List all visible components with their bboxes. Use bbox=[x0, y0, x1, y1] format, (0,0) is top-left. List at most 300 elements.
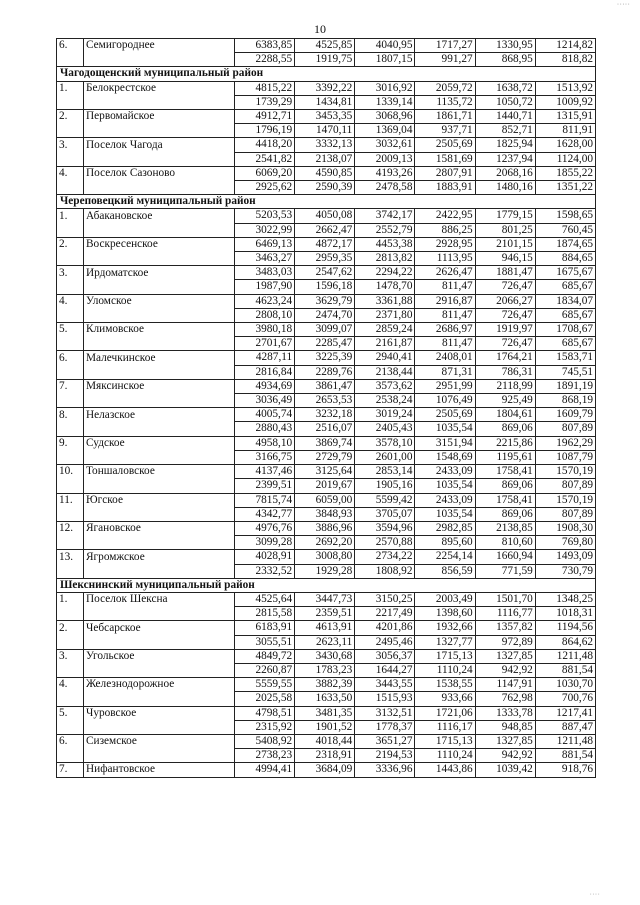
value-cell: 726,47 bbox=[475, 280, 535, 294]
settlement-name-empty bbox=[84, 635, 235, 649]
value-cell: 1211,48 bbox=[535, 649, 595, 663]
value-cell: 886,25 bbox=[415, 223, 475, 237]
settlement-name: Уломское bbox=[84, 294, 235, 308]
row-number: 8. bbox=[57, 408, 84, 422]
value-cell: 1717,27 bbox=[415, 39, 475, 53]
value-cell: 5559,55 bbox=[235, 678, 295, 692]
row-number: 4. bbox=[57, 166, 84, 180]
table-row bbox=[57, 95, 596, 109]
table-row bbox=[57, 39, 596, 53]
table-row bbox=[57, 266, 596, 280]
value-cell: 811,47 bbox=[415, 308, 475, 322]
value-cell: 2433,09 bbox=[415, 493, 475, 507]
value-cell: 2068,16 bbox=[475, 166, 535, 180]
settlement-name-empty bbox=[84, 223, 235, 237]
row-number-empty bbox=[57, 152, 84, 166]
value-cell: 1237,94 bbox=[475, 152, 535, 166]
value-cell: 1348,25 bbox=[535, 592, 595, 606]
value-cell: 4050,08 bbox=[295, 209, 355, 223]
value-cell: 2541,82 bbox=[235, 152, 295, 166]
value-cell: 5203,53 bbox=[235, 209, 295, 223]
value-cell: 1855,22 bbox=[535, 166, 595, 180]
value-cell: 1018,31 bbox=[535, 607, 595, 621]
value-cell: 3056,37 bbox=[355, 649, 415, 663]
value-cell: 3629,79 bbox=[295, 294, 355, 308]
value-cell: 1715,13 bbox=[415, 649, 475, 663]
value-cell: 2474,70 bbox=[295, 308, 355, 322]
row-number-empty bbox=[57, 663, 84, 677]
settlement-name: Нелазское bbox=[84, 408, 235, 422]
value-cell: 7815,74 bbox=[235, 493, 295, 507]
value-cell: 1796,19 bbox=[235, 124, 295, 138]
table-row bbox=[57, 323, 596, 337]
value-cell: 2138,85 bbox=[475, 521, 535, 535]
value-cell: 3022,99 bbox=[235, 223, 295, 237]
settlement-name-empty bbox=[84, 152, 235, 166]
value-cell: 1351,22 bbox=[535, 181, 595, 195]
value-cell: 2626,47 bbox=[415, 266, 475, 280]
value-cell: 1330,95 bbox=[475, 39, 535, 53]
value-cell: 2951,99 bbox=[415, 379, 475, 393]
value-cell: 2138,44 bbox=[355, 365, 415, 379]
value-cell: 2692,20 bbox=[295, 536, 355, 550]
row-number-empty bbox=[57, 507, 84, 521]
row-number: 2. bbox=[57, 237, 84, 251]
table-row bbox=[57, 479, 596, 493]
settlement-name-empty bbox=[84, 280, 235, 294]
value-cell: 2808,10 bbox=[235, 308, 295, 322]
value-cell: 1195,61 bbox=[475, 450, 535, 464]
value-cell: 2332,52 bbox=[235, 564, 295, 578]
table-row bbox=[57, 181, 596, 195]
table-row bbox=[57, 436, 596, 450]
value-cell: 1764,21 bbox=[475, 351, 535, 365]
value-cell: 5599,42 bbox=[355, 493, 415, 507]
value-cell: 1135,72 bbox=[415, 95, 475, 109]
value-cell: 1116,17 bbox=[415, 720, 475, 734]
value-cell: 6383,85 bbox=[235, 39, 295, 53]
value-cell: 1987,90 bbox=[235, 280, 295, 294]
value-cell: 3481,35 bbox=[295, 706, 355, 720]
row-number-empty bbox=[57, 749, 84, 763]
row-number-empty bbox=[57, 365, 84, 379]
value-cell: 726,47 bbox=[475, 337, 535, 351]
table-row bbox=[57, 507, 596, 521]
value-cell: 1076,49 bbox=[415, 394, 475, 408]
row-number: 6. bbox=[57, 734, 84, 748]
value-cell: 1217,41 bbox=[535, 706, 595, 720]
value-cell: 942,92 bbox=[475, 663, 535, 677]
table-row bbox=[57, 635, 596, 649]
value-cell: 801,25 bbox=[475, 223, 535, 237]
value-cell: 2701,67 bbox=[235, 337, 295, 351]
row-number-empty bbox=[57, 181, 84, 195]
value-cell: 1035,54 bbox=[415, 422, 475, 436]
value-cell: 807,89 bbox=[535, 422, 595, 436]
row-number: 10. bbox=[57, 465, 84, 479]
value-cell: 869,06 bbox=[475, 422, 535, 436]
value-cell: 933,66 bbox=[415, 692, 475, 706]
row-number: 2. bbox=[57, 110, 84, 124]
table-row bbox=[57, 280, 596, 294]
row-number: 9. bbox=[57, 436, 84, 450]
row-number-empty bbox=[57, 607, 84, 621]
value-cell: 1315,91 bbox=[535, 110, 595, 124]
value-cell: 1596,18 bbox=[295, 280, 355, 294]
row-number: 12. bbox=[57, 521, 84, 535]
settlement-name-empty bbox=[84, 394, 235, 408]
value-cell: 2662,47 bbox=[295, 223, 355, 237]
value-cell: 1030,70 bbox=[535, 678, 595, 692]
row-number-empty bbox=[57, 720, 84, 734]
value-cell: 1211,48 bbox=[535, 734, 595, 748]
value-cell: 4018,44 bbox=[295, 734, 355, 748]
table-row bbox=[57, 734, 596, 748]
value-cell: 2260,87 bbox=[235, 663, 295, 677]
row-number: 6. bbox=[57, 351, 84, 365]
district-heading-row bbox=[57, 67, 596, 81]
value-cell: 881,54 bbox=[535, 749, 595, 763]
value-cell: 2495,46 bbox=[355, 635, 415, 649]
value-cell: 2925,62 bbox=[235, 181, 295, 195]
value-cell: 3332,13 bbox=[295, 138, 355, 152]
value-cell: 685,67 bbox=[535, 337, 595, 351]
value-cell: 869,06 bbox=[475, 507, 535, 521]
value-cell: 1905,16 bbox=[355, 479, 415, 493]
row-number-empty bbox=[57, 280, 84, 294]
value-cell: 1515,93 bbox=[355, 692, 415, 706]
value-cell: 3882,39 bbox=[295, 678, 355, 692]
value-cell: 1339,14 bbox=[355, 95, 415, 109]
value-cell: 1804,61 bbox=[475, 408, 535, 422]
settlement-name-empty bbox=[84, 308, 235, 322]
scan-corner-mark: ˙˙˙˙˙ bbox=[616, 2, 630, 11]
settlement-name: Тоншаловское bbox=[84, 465, 235, 479]
value-cell: 4815,22 bbox=[235, 81, 295, 95]
value-cell: 2807,91 bbox=[415, 166, 475, 180]
settlement-name-empty bbox=[84, 607, 235, 621]
value-cell: 3573,62 bbox=[355, 379, 415, 393]
value-cell: 1609,79 bbox=[535, 408, 595, 422]
value-cell: 4342,77 bbox=[235, 507, 295, 521]
value-cell: 2371,80 bbox=[355, 308, 415, 322]
value-cell: 1861,71 bbox=[415, 110, 475, 124]
value-cell: 2294,22 bbox=[355, 266, 415, 280]
value-cell: 2505,69 bbox=[415, 138, 475, 152]
value-cell: 6069,20 bbox=[235, 166, 295, 180]
value-cell: 1778,37 bbox=[355, 720, 415, 734]
value-cell: 6059,00 bbox=[295, 493, 355, 507]
settlement-name: Поселок Сазоново bbox=[84, 166, 235, 180]
row-number-empty bbox=[57, 53, 84, 67]
value-cell: 1369,04 bbox=[355, 124, 415, 138]
row-number: 6. bbox=[57, 39, 84, 53]
value-cell: 3068,96 bbox=[355, 110, 415, 124]
value-cell: 1633,50 bbox=[295, 692, 355, 706]
value-cell: 771,59 bbox=[475, 564, 535, 578]
value-cell: 2289,76 bbox=[295, 365, 355, 379]
settlement-name-empty bbox=[84, 507, 235, 521]
settlement-name: Абакановское bbox=[84, 209, 235, 223]
value-cell: 6469,13 bbox=[235, 237, 295, 251]
value-cell: 3132,51 bbox=[355, 706, 415, 720]
row-number-empty bbox=[57, 95, 84, 109]
value-cell: 3463,27 bbox=[235, 252, 295, 266]
value-cell: 1825,94 bbox=[475, 138, 535, 152]
row-number-empty bbox=[57, 394, 84, 408]
value-cell: 868,95 bbox=[475, 53, 535, 67]
row-number: 3. bbox=[57, 138, 84, 152]
value-cell: 818,82 bbox=[535, 53, 595, 67]
settlement-name-empty bbox=[84, 749, 235, 763]
table-row bbox=[57, 465, 596, 479]
row-number-empty bbox=[57, 223, 84, 237]
settlement-name: Железнодорожное bbox=[84, 678, 235, 692]
table-row bbox=[57, 649, 596, 663]
value-cell: 3742,17 bbox=[355, 209, 415, 223]
settlement-name-empty bbox=[84, 124, 235, 138]
value-cell: 700,76 bbox=[535, 692, 595, 706]
value-cell: 2738,23 bbox=[235, 749, 295, 763]
value-cell: 2359,51 bbox=[295, 607, 355, 621]
tariff-table bbox=[56, 38, 596, 778]
value-cell: 1147,91 bbox=[475, 678, 535, 692]
row-number: 2. bbox=[57, 621, 84, 635]
value-cell: 1891,19 bbox=[535, 379, 595, 393]
value-cell: 2217,49 bbox=[355, 607, 415, 621]
value-cell: 3651,27 bbox=[355, 734, 415, 748]
value-cell: 762,98 bbox=[475, 692, 535, 706]
value-cell: 4934,69 bbox=[235, 379, 295, 393]
value-cell: 726,47 bbox=[475, 308, 535, 322]
value-cell: 2516,07 bbox=[295, 422, 355, 436]
table-row bbox=[57, 124, 596, 138]
value-cell: 925,49 bbox=[475, 394, 535, 408]
value-cell: 1470,11 bbox=[295, 124, 355, 138]
table-row bbox=[57, 294, 596, 308]
value-cell: 2853,14 bbox=[355, 465, 415, 479]
value-cell: 1548,69 bbox=[415, 450, 475, 464]
value-cell: 1009,92 bbox=[535, 95, 595, 109]
value-cell: 884,65 bbox=[535, 252, 595, 266]
value-cell: 3125,64 bbox=[295, 465, 355, 479]
value-cell: 3099,28 bbox=[235, 536, 295, 550]
value-cell: 3869,74 bbox=[295, 436, 355, 450]
value-cell: 2399,51 bbox=[235, 479, 295, 493]
value-cell: 2066,27 bbox=[475, 294, 535, 308]
value-cell: 3861,47 bbox=[295, 379, 355, 393]
value-cell: 2138,07 bbox=[295, 152, 355, 166]
value-cell: 1113,95 bbox=[415, 252, 475, 266]
value-cell: 2254,14 bbox=[415, 550, 475, 564]
value-cell: 745,51 bbox=[535, 365, 595, 379]
value-cell: 1327,77 bbox=[415, 635, 475, 649]
value-cell: 811,91 bbox=[535, 124, 595, 138]
row-number-empty bbox=[57, 450, 84, 464]
value-cell: 2686,97 bbox=[415, 323, 475, 337]
row-number: 13. bbox=[57, 550, 84, 564]
table-row bbox=[57, 564, 596, 578]
value-cell: 1581,69 bbox=[415, 152, 475, 166]
value-cell: 685,67 bbox=[535, 280, 595, 294]
value-cell: 1708,67 bbox=[535, 323, 595, 337]
value-cell: 1538,55 bbox=[415, 678, 475, 692]
value-cell: 3578,10 bbox=[355, 436, 415, 450]
value-cell: 810,60 bbox=[475, 536, 535, 550]
value-cell: 3151,94 bbox=[415, 436, 475, 450]
table-row bbox=[57, 365, 596, 379]
row-number-empty bbox=[57, 635, 84, 649]
value-cell: 1807,15 bbox=[355, 53, 415, 67]
table-row bbox=[57, 152, 596, 166]
value-cell: 2161,87 bbox=[355, 337, 415, 351]
table-row bbox=[57, 138, 596, 152]
value-cell: 2815,58 bbox=[235, 607, 295, 621]
settlement-name-empty bbox=[84, 365, 235, 379]
value-cell: 2118,99 bbox=[475, 379, 535, 393]
value-cell: 3036,49 bbox=[235, 394, 295, 408]
table-row bbox=[57, 337, 596, 351]
value-cell: 3032,61 bbox=[355, 138, 415, 152]
value-cell: 972,89 bbox=[475, 635, 535, 649]
settlement-name: Сиземское bbox=[84, 734, 235, 748]
value-cell: 2590,39 bbox=[295, 181, 355, 195]
value-cell: 4798,51 bbox=[235, 706, 295, 720]
value-cell: 3594,96 bbox=[355, 521, 415, 535]
settlement-name-empty bbox=[84, 252, 235, 266]
value-cell: 2422,95 bbox=[415, 209, 475, 223]
value-cell: 807,89 bbox=[535, 507, 595, 521]
settlement-name-empty bbox=[84, 692, 235, 706]
value-cell: 1715,13 bbox=[415, 734, 475, 748]
settlement-name: Нифантовское bbox=[84, 763, 235, 777]
value-cell: 4287,11 bbox=[235, 351, 295, 365]
value-cell: 1035,54 bbox=[415, 507, 475, 521]
value-cell: 991,27 bbox=[415, 53, 475, 67]
value-cell: 948,85 bbox=[475, 720, 535, 734]
table-row bbox=[57, 166, 596, 180]
value-cell: 1398,60 bbox=[415, 607, 475, 621]
value-cell: 1919,97 bbox=[475, 323, 535, 337]
value-cell: 5408,92 bbox=[235, 734, 295, 748]
table-row bbox=[57, 237, 596, 251]
value-cell: 1039,42 bbox=[475, 763, 535, 777]
value-cell: 3447,73 bbox=[295, 592, 355, 606]
value-cell: 4849,72 bbox=[235, 649, 295, 663]
scan-corner-mark-bottom: ˙˙˙˙ bbox=[589, 892, 600, 901]
value-cell: 4994,41 bbox=[235, 763, 295, 777]
value-cell: 942,92 bbox=[475, 749, 535, 763]
settlement-name: Малечкинское bbox=[84, 351, 235, 365]
settlement-name: Воскресенское bbox=[84, 237, 235, 251]
value-cell: 1881,47 bbox=[475, 266, 535, 280]
value-cell: 1783,23 bbox=[295, 663, 355, 677]
value-cell: 1721,06 bbox=[415, 706, 475, 720]
value-cell: 4418,20 bbox=[235, 138, 295, 152]
value-cell: 3016,92 bbox=[355, 81, 415, 95]
value-cell: 4525,85 bbox=[295, 39, 355, 53]
value-cell: 2059,72 bbox=[415, 81, 475, 95]
table-row bbox=[57, 110, 596, 124]
table-row bbox=[57, 663, 596, 677]
value-cell: 2653,53 bbox=[295, 394, 355, 408]
row-number: 3. bbox=[57, 266, 84, 280]
value-cell: 2816,84 bbox=[235, 365, 295, 379]
value-cell: 2729,79 bbox=[295, 450, 355, 464]
value-cell: 2880,43 bbox=[235, 422, 295, 436]
row-number-empty bbox=[57, 422, 84, 436]
row-number: 1. bbox=[57, 209, 84, 223]
value-cell: 3443,55 bbox=[355, 678, 415, 692]
row-number: 11. bbox=[57, 493, 84, 507]
value-cell: 1908,30 bbox=[535, 521, 595, 535]
value-cell: 2019,67 bbox=[295, 479, 355, 493]
value-cell: 4453,38 bbox=[355, 237, 415, 251]
value-cell: 4912,71 bbox=[235, 110, 295, 124]
value-cell: 2538,24 bbox=[355, 394, 415, 408]
value-cell: 3150,25 bbox=[355, 592, 415, 606]
value-cell: 2547,62 bbox=[295, 266, 355, 280]
value-cell: 3225,39 bbox=[295, 351, 355, 365]
settlement-name: Ирдоматское bbox=[84, 266, 235, 280]
value-cell: 1333,78 bbox=[475, 706, 535, 720]
value-cell: 2315,92 bbox=[235, 720, 295, 734]
value-cell: 1214,82 bbox=[535, 39, 595, 53]
table-row bbox=[57, 749, 596, 763]
settlement-name: Судское bbox=[84, 436, 235, 450]
value-cell: 3886,96 bbox=[295, 521, 355, 535]
row-number-empty bbox=[57, 692, 84, 706]
value-cell: 1480,16 bbox=[475, 181, 535, 195]
value-cell: 685,67 bbox=[535, 308, 595, 322]
row-number-empty bbox=[57, 337, 84, 351]
value-cell: 4137,46 bbox=[235, 465, 295, 479]
value-cell: 1327,85 bbox=[475, 734, 535, 748]
table-row bbox=[57, 308, 596, 322]
row-number: 4. bbox=[57, 294, 84, 308]
table-row bbox=[57, 521, 596, 535]
settlement-name: Чебсарское bbox=[84, 621, 235, 635]
value-cell: 2433,09 bbox=[415, 465, 475, 479]
row-number-empty bbox=[57, 252, 84, 266]
value-cell: 2003,49 bbox=[415, 592, 475, 606]
row-number: 7. bbox=[57, 763, 84, 777]
value-cell: 1035,54 bbox=[415, 479, 475, 493]
value-cell: 852,71 bbox=[475, 124, 535, 138]
value-cell: 1116,77 bbox=[475, 607, 535, 621]
value-cell: 1501,70 bbox=[475, 592, 535, 606]
settlement-name: Угольское bbox=[84, 649, 235, 663]
table-row bbox=[57, 607, 596, 621]
value-cell: 4040,95 bbox=[355, 39, 415, 53]
row-number: 1. bbox=[57, 592, 84, 606]
row-number-empty bbox=[57, 536, 84, 550]
value-cell: 1808,92 bbox=[355, 564, 415, 578]
value-cell: 3483,03 bbox=[235, 266, 295, 280]
value-cell: 887,47 bbox=[535, 720, 595, 734]
value-cell: 1440,71 bbox=[475, 110, 535, 124]
value-cell: 4613,91 bbox=[295, 621, 355, 635]
table-row bbox=[57, 450, 596, 464]
table-body bbox=[57, 39, 596, 778]
value-cell: 1834,07 bbox=[535, 294, 595, 308]
value-cell: 3361,88 bbox=[355, 294, 415, 308]
table-row bbox=[57, 692, 596, 706]
settlement-name: Поселок Чагода bbox=[84, 138, 235, 152]
settlement-name-empty bbox=[84, 95, 235, 109]
row-number: 4. bbox=[57, 678, 84, 692]
value-cell: 918,76 bbox=[535, 763, 595, 777]
